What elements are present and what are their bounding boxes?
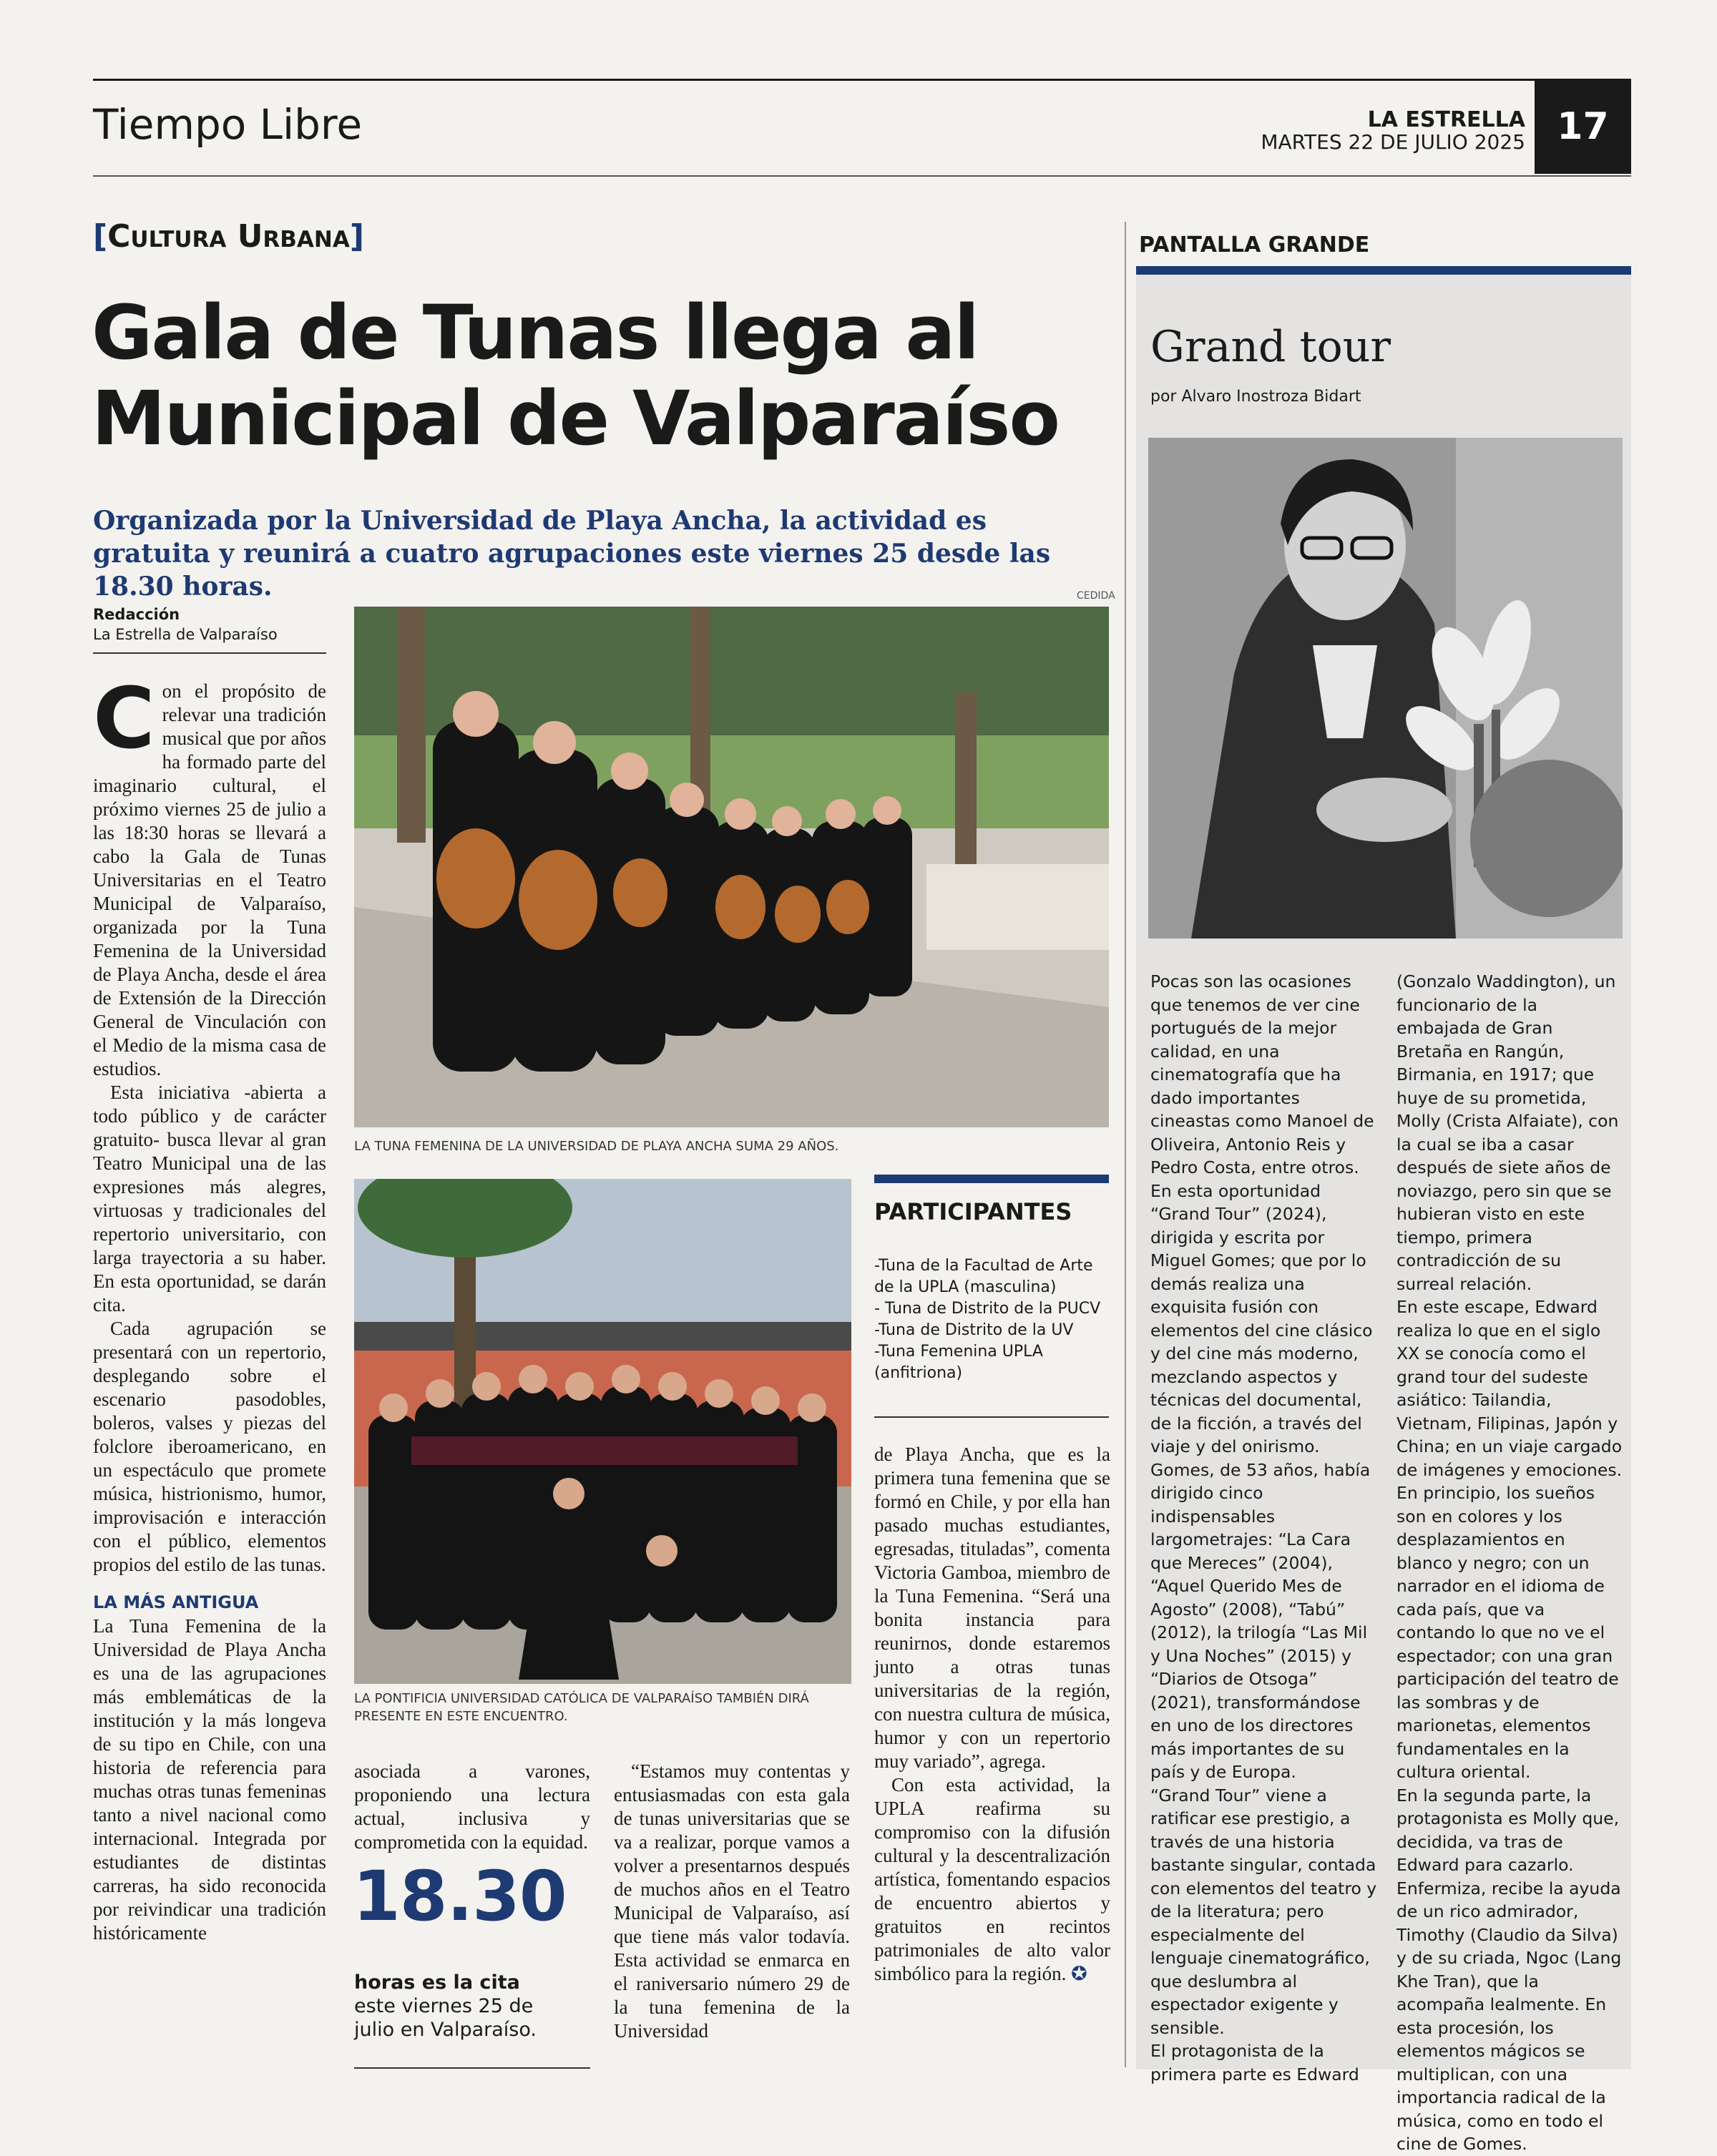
big-number-note bbox=[354, 1971, 554, 2042]
paragraph: Pocas son las ocasiones que tenemos de ver cine portugués de la mejor calidad, en una cinematografía que ha dado importantes cineastas como Manoel de Oliveira, Antonio Reis y Pedro Costa, entre otros. bbox=[1150, 971, 1374, 1177]
paragraph: Cada agrupación se presentará con un repertorio, desplegando sobre el escenario pasodobles, boleros, valses y piezas del folclore iberoamericano, en un espectáculo que promete música, histrionismo, humor, improvisación e interacción con el público, elementos propios del estilo de las tunas. bbox=[93, 1318, 326, 1575]
photo-credit: CEDIDA bbox=[1077, 590, 1115, 602]
kicker-text: Cultura Urbana bbox=[107, 218, 350, 255]
article-headline: Gala de Tunas llega al Municipal de Valparaíso bbox=[92, 289, 1059, 462]
header-top-rule bbox=[93, 79, 1631, 81]
paragraph: Gomes, de 53 años, había dirigido cinco indispensables largometrajes: “La Cara que Mereces” (2004), “Aquel Querido Mes de Agosto” (2008), “Tabú” (2012), la trilogía “Las Mil y Una Noches” (2015) y “Diarios de Otsoga” (2021), transformándose en uno de los directores más importantes de su país y de Europa. bbox=[1150, 1459, 1371, 1782]
article-column-4 bbox=[874, 1443, 1110, 1986]
sidebar-divider bbox=[1125, 222, 1126, 2067]
paragraph: Esta iniciativa -abierta a todo público y de carácter gratuito- busca llevar al gran Teatro Municipal una de las expresiones más alegres, virtuosas y tradicionales del repertorio universitario, con larga trayectoria a su haber. En esta oportunidad, se darán cita. bbox=[93, 1082, 326, 1315]
article-column-3 bbox=[614, 1760, 850, 2043]
section-title: Tiempo Libre bbox=[93, 100, 363, 149]
participants-rule bbox=[874, 1175, 1109, 1183]
kicker-open-bracket: [ bbox=[93, 218, 108, 255]
dropcap: C bbox=[93, 669, 155, 768]
list-item: -Tuna de la Facultad de Arte de la UPLA (masculina) bbox=[874, 1257, 1093, 1296]
photo-tuna-femenina bbox=[354, 607, 1109, 1127]
sidebar-column-left bbox=[1150, 970, 1379, 2086]
issue-date: MARTES 22 DE JULIO 2025 bbox=[1261, 130, 1525, 154]
big-number: 18.30 bbox=[353, 1856, 567, 1936]
paragraph: La Tuna Femenina de la Universidad de Playa Ancha es una de las agrupaciones más emblemáticas de la institución y la más longeva de su tipo en Chile, con una historia de referencia para muchas otras tunas femeninas tanto a nivel nacional como internacional. Integrada por estudiantes de distintas carreras, ha sido reconocida por reivindicar una tradición históricamente bbox=[93, 1615, 326, 1944]
paragraph: de Playa Ancha, que es la primera tuna femenina que se formó en Chile, y por ella han pasado muchas estudiantes, egresadas, tituladas”, comenta Victoria Gamboa, miembro de la Tuna Femenina. “Será una bonita instancia para reunirnos, donde estaremos junto a otras tunas universitarias de la región, con nuestra cultura de música, humor y con un repertorio muy variado”, agrega. bbox=[874, 1444, 1110, 1772]
sidebar-byline: por Alvaro Inostroza Bidart bbox=[1150, 388, 1361, 406]
byline bbox=[93, 604, 329, 645]
article-column-2 bbox=[354, 1760, 590, 1854]
big-note-bold: horas es la cita bbox=[354, 1971, 520, 1994]
paragraph: asociada a varones, proponiendo una lectura actual, inclusiva y comprometida con la equidad. bbox=[354, 1760, 590, 1853]
paragraph: “Grand Tour” viene a ratificar ese prestigio, a través de una historia bastante singular, contada con elementos del teatro y de la literatura; pero especialmente del lenguaje cinematográfico, que deslumbra al espectador exigente y sensible. bbox=[1150, 1785, 1377, 2038]
byline-outlet: La Estrella de Valparaíso bbox=[93, 626, 278, 643]
paragraph: En la segunda parte, la protagonista es Molly que, decidida, va tras de Edward para cazarlo. Enfermiza, recibe la ayuda de un rico admirador, Timothy (Claudio da Silva) y de su criada, Ngoc (Lang Khe Tran), que la acompaña lealmente. En esta procesión, los elementos mágicos se multiplican, con una importancia radical de la música, como en todo el cine de Gomes. bbox=[1396, 1785, 1622, 2154]
participants-bottom-rule bbox=[874, 1416, 1109, 1418]
list-item: -Tuna Femenina UPLA (anfitriona) bbox=[874, 1343, 1043, 1382]
article-kicker bbox=[93, 218, 364, 255]
page-number: 17 bbox=[1535, 79, 1631, 174]
header-bottom-rule bbox=[93, 175, 1631, 177]
photo-tuna-pucv bbox=[354, 1179, 851, 1684]
end-mark-icon: ✪ bbox=[1071, 1963, 1087, 1984]
byline-name: Redacción bbox=[93, 606, 180, 623]
caption-photo-1: LA TUNA FEMENINA DE LA UNIVERSIDAD DE PLAYA ANCHA SUMA 29 AÑOS. bbox=[354, 1139, 839, 1154]
paragraph: Con el propósito de relevar una tradición musical que por años ha formado parte del imaginario cultural, el próximo viernes 25 de julio a las 18:30 horas se llevará a cabo la Gala de Tunas Universitarias en el Teatro Municipal de Valparaíso, organizada por la Tuna Femenina de la Universidad de Playa Ancha, desde el área de Extensión de la Dirección General de Vinculación con el Medio de la misma casa de estudios. bbox=[93, 669, 326, 1079]
photo-grand-tour bbox=[1148, 438, 1623, 939]
sidebar-rule bbox=[1136, 266, 1631, 275]
paragraph: El protagonista de la primera parte es Edward bbox=[1150, 2041, 1359, 2084]
participants-title: PARTICIPANTES bbox=[874, 1198, 1072, 1225]
paragraph: En este escape, Edward realiza lo que en el siglo XX se conocía como el grand tour del sudeste asiático: Tailandia, Vietnam, Filipinas, Japón y China; en un viaje cargado de imágenes y emociones. En principio, los sueños son en colores y los desplazamientos en blanco y negro; con un narrador en el idioma de cada país, que va contando lo que no ve el espectador; con una gran participación del teatro de las sombras y de marionetas, elementos fundamentales en la cultura oriental. bbox=[1396, 1297, 1623, 1782]
paragraph: Con esta actividad, la UPLA reafirma su compromiso con la difusión cultural y la descentralización artística, fomentando espacios de encuentro abiertos y gratuitos en recintos patrimoniales de alto valor simbólico para la región. ✪ bbox=[874, 1774, 1110, 1984]
big-note-rest: este viernes 25 de julio en Valparaíso. bbox=[354, 1995, 537, 2041]
subhead: LA MÁS ANTIGUA bbox=[93, 1592, 259, 1612]
sidebar-label: PANTALLA GRANDE bbox=[1139, 232, 1370, 258]
list-item: -Tuna de Distrito de la UV bbox=[874, 1321, 1074, 1339]
article-deck: Organizada por la Universidad de Playa Ancha, la actividad es gratuita y reunirá a cuatro agrupaciones este viernes 25 desde las 18.30 horas. bbox=[93, 506, 1051, 602]
kicker-close-bracket: ] bbox=[349, 218, 364, 255]
paragraph: “Estamos muy contentas y entusiasmadas con esta gala de tunas universitarias que se va a realizar, porque vamos a volver a presentarnos después de muchos años en el Teatro Municipal de Valparaíso, así que tiene más valor todavía. Esta actividad se enmarca en el raniversario número 29 de la tuna femenina de la Universidad bbox=[614, 1760, 850, 2042]
sidebar-title: Grand tour bbox=[1150, 322, 1391, 372]
caption-photo-2: LA PONTIFICIA UNIVERSIDAD CATÓLICA DE VALPARAÍSO TAMBIÉN DIRÁ PRESENTE EN ESTE ENCUENTRO. bbox=[354, 1691, 809, 1724]
participants-list bbox=[874, 1255, 1110, 1384]
paragraph: (Gonzalo Waddington), un funcionario de la embajada de Gran Bretaña en Rangún, Birmania, en 1917; que huye de su prometida, Molly (Crista Alfaiate), con la cual se iba a casar después de siete años de noviazgo, pero sin que se hubieran visto en este tiempo, primera contradicción de su surreal relación. bbox=[1396, 971, 1619, 1294]
sidebar-column-right bbox=[1396, 970, 1624, 2156]
list-item: - Tuna de Distrito de la PUCV bbox=[874, 1300, 1101, 1318]
big-number-rule bbox=[354, 2067, 590, 2069]
byline-rule bbox=[93, 652, 326, 654]
paper-name: LA ESTRELLA bbox=[1367, 107, 1525, 132]
paragraph: En esta oportunidad “Grand Tour” (2024), dirigida y escrita por Miguel Gomes; que por lo demás realiza una exquisita fusión con elementos del cine clásico y del cine más moderno, mezclando aspectos y técnicas del documental, de la ficción, a través del viaje y del onirismo. bbox=[1150, 1180, 1373, 1456]
article-column-1 bbox=[93, 669, 326, 1945]
